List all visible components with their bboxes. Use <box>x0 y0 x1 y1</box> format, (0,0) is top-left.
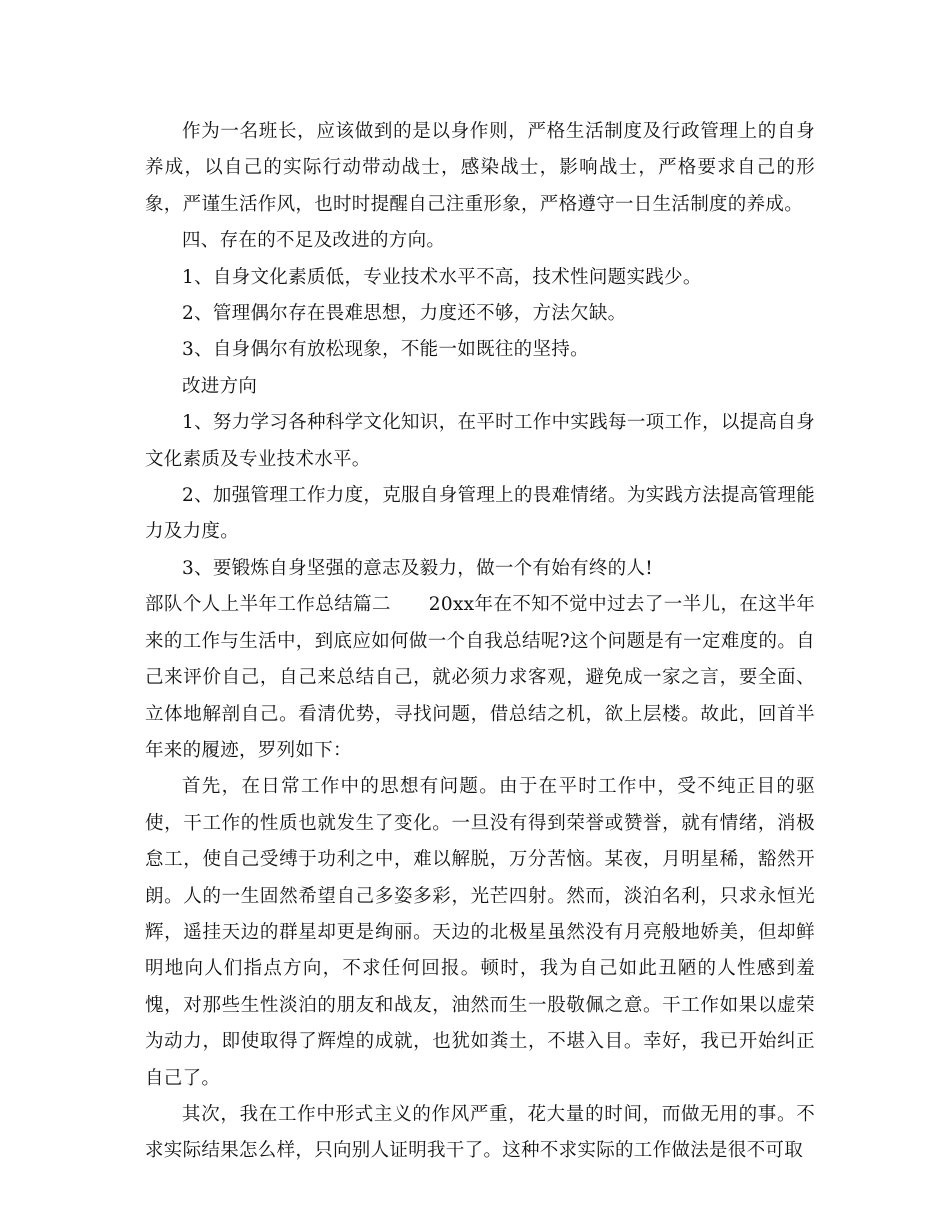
list-item-shortcoming-2: 2、管理偶尔存在畏难思想，力度还不够，方法欠缺。 <box>182 303 627 325</box>
document-body <box>145 114 815 1170</box>
list-item-shortcoming-1: 1、自身文化素质低，专业技术水平不高，技术性问题实践少。 <box>182 266 702 288</box>
section-heading-shortcomings: 四、存在的不足及改进的方向。 <box>182 230 446 252</box>
list-item-improvement-1: 1、努力学习各种科学文化知识，在平时工作中实践每一项工作，以提高自身文化素质及专业技术水平。 <box>145 412 815 470</box>
list-item-improvement-3: 3、要锻炼自身坚强的意志及毅力，做一个有始有终的人! <box>182 557 654 579</box>
paragraph-first-thought-problem: 首先，在日常工作中的思想有问题。由于在平时工作中，受不纯正目的驱使，干工作的性质也就发生了变化。一旦没有得到荣誉或赞誉，就有情绪，消极怠工，使自己受缚于功利之中，难以解脱，万分苦恼。某夜，月明星稀，豁然开朗。人的一生固然希望自己多姿多彩，光芒四射。然而，淡泊名利，只求永恒光辉，遥挂天边的群星却更是绚丽。天边的北极星虽然没有月亮般地娇美，但却鲜明地向人们指点方向，不求任何回报。顿时，我为自己如此丑陋的人性感到羞愧，对那些生性淡泊的朋友和战友，油然而生一股敬佩之意。干工作如果以虚荣为动力，即使取得了辉煌的成就，也犹如粪土，不堪入目。幸好，我已开始纠正自己了。 <box>145 776 815 1089</box>
paragraph-squad-leader-example: 作为一名班长，应该做到的是以身作则，严格生活制度及行政管理上的自身养成，以自己的实际行动带动战士，感染战士，影响战士，严格要求自己的形象，严谨生活作风，也时时提醒自己注重形象，严格遵守一日生活制度的养成。 <box>145 121 815 215</box>
paragraph-second-formalism: 其次，我在工作中形式主义的作风严重，花大量的时间，而做无用的事。不求实际结果怎么样，只向别人证明我干了。这种不求实际的工作做法是很不可取 <box>145 1103 815 1162</box>
paragraph-summary-part-two-intro: 部队个人上半年工作总结篇二 20xx年在不知不觉中过去了一半儿，在这半年来的工作与生活中，到底应如何做一个自我总结呢?这个问题是有一定难度的。自己来评价自己，自己来总结自己，就必须力求客观，避免成一家之言，要全面、立体地解剖自己。看清优势，寻找问题，借总结之机，欲上层楼。故此，回首半年来的履迹，罗列如下： <box>145 594 815 761</box>
list-item-improvement-2: 2、加强管理工作力度，克服自身管理上的畏难情绪。为实践方法提高管理能力及力度。 <box>145 485 815 543</box>
list-item-shortcoming-3: 3、自身偶尔有放松现象，不能一如既往的坚持。 <box>182 339 589 361</box>
section-heading-improvement: 改进方向 <box>182 375 258 397</box>
